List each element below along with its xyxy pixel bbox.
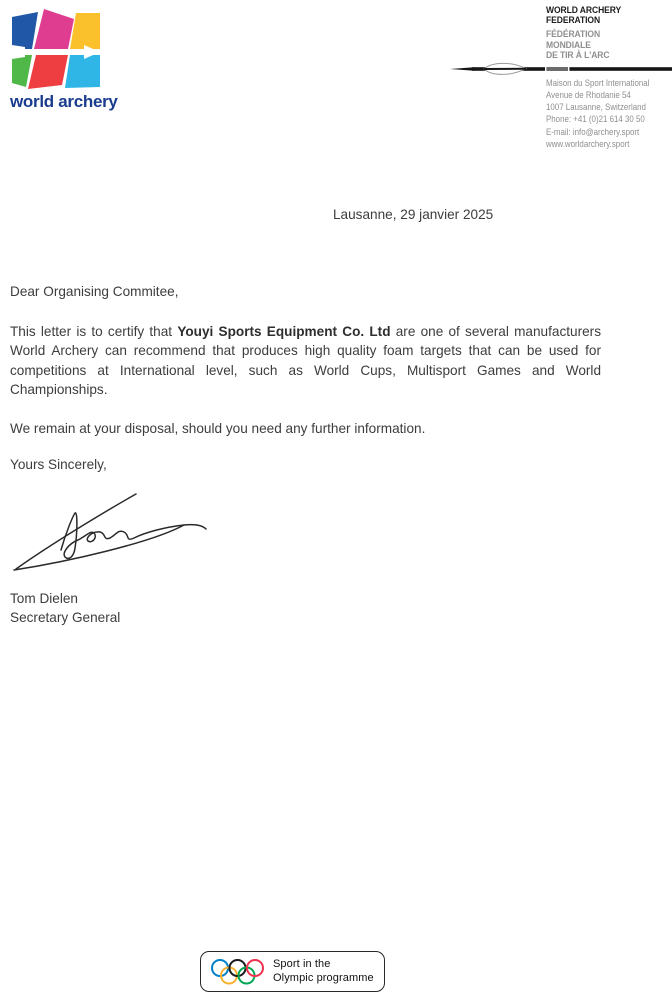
address-line: Avenue de Rhodanie 54 <box>546 89 631 100</box>
address-block <box>546 77 672 151</box>
logo-cyan-segment <box>65 55 100 88</box>
logo-fletching-white <box>12 45 25 59</box>
world-archery-wordmark: world archery <box>10 92 118 111</box>
address-line-email: E-mail: info@archery.sport <box>546 126 640 137</box>
olympic-rings-icon <box>210 958 264 986</box>
dateline: Lausanne, 29 janvier 2025 <box>333 207 494 222</box>
paragraph-intro: This letter is to certify that <box>10 324 178 339</box>
world-archery-logo-mark <box>12 9 100 89</box>
world-archery-logo <box>10 9 120 112</box>
logo-green-segment <box>12 55 32 87</box>
signatory-title: Secretary General <box>10 610 121 626</box>
closing-line: We remain at your disposal, should you need any further information. <box>10 421 426 436</box>
olympic-programme-badge <box>200 951 385 992</box>
arrow-tip <box>450 67 474 71</box>
federation-name-en-line: FEDERATION <box>546 15 601 26</box>
address-line: Phone: +41 (0)21 614 30 50 <box>546 114 645 125</box>
salutation: Dear Organising Commitee, <box>10 284 179 299</box>
federation-name-fr-line: FÉDÉRATION <box>546 29 601 40</box>
main-paragraph <box>10 322 601 399</box>
logo-red-segment <box>28 55 68 89</box>
header-right-column <box>546 6 672 150</box>
address-line-website: www.worldarchery.sport <box>546 138 630 149</box>
federation-name-fr-line: DE TIR À L'ARC <box>546 50 610 61</box>
badge-text-line: Sport in the <box>273 958 331 970</box>
logo-blue-segment <box>12 12 38 49</box>
arrow-fletching <box>484 63 526 74</box>
signature-image <box>6 486 211 574</box>
logo-yellow-segment <box>70 13 100 49</box>
federation-name-en-line: WORLD ARCHERY <box>546 5 622 16</box>
paragraph-rest: are one of several manufacturers World Archery can recommend that produces high quality foam targets that can be used for competitions at International level, such as World Cups, Multisport Games and World Championships. <box>10 324 601 397</box>
badge-text <box>273 958 374 985</box>
federation-name-fr <box>546 30 672 62</box>
logo-magenta-segment <box>34 9 74 49</box>
address-line: 1007 Lausanne, Switzerland <box>546 102 646 113</box>
federation-name-fr-line: MONDIALE <box>546 39 591 51</box>
federation-name-en <box>546 6 672 26</box>
signatory-block <box>10 589 120 628</box>
signatory-name: Tom Dielen <box>10 591 78 606</box>
signoff: Yours Sincerely, <box>10 457 107 472</box>
signature-stroke <box>61 513 206 559</box>
company-name: Youyi Sports Equipment Co. Ltd <box>177 324 391 339</box>
badge-text-line: Olympic programme <box>273 971 374 984</box>
address-line: Maison du Sport International <box>546 77 650 88</box>
